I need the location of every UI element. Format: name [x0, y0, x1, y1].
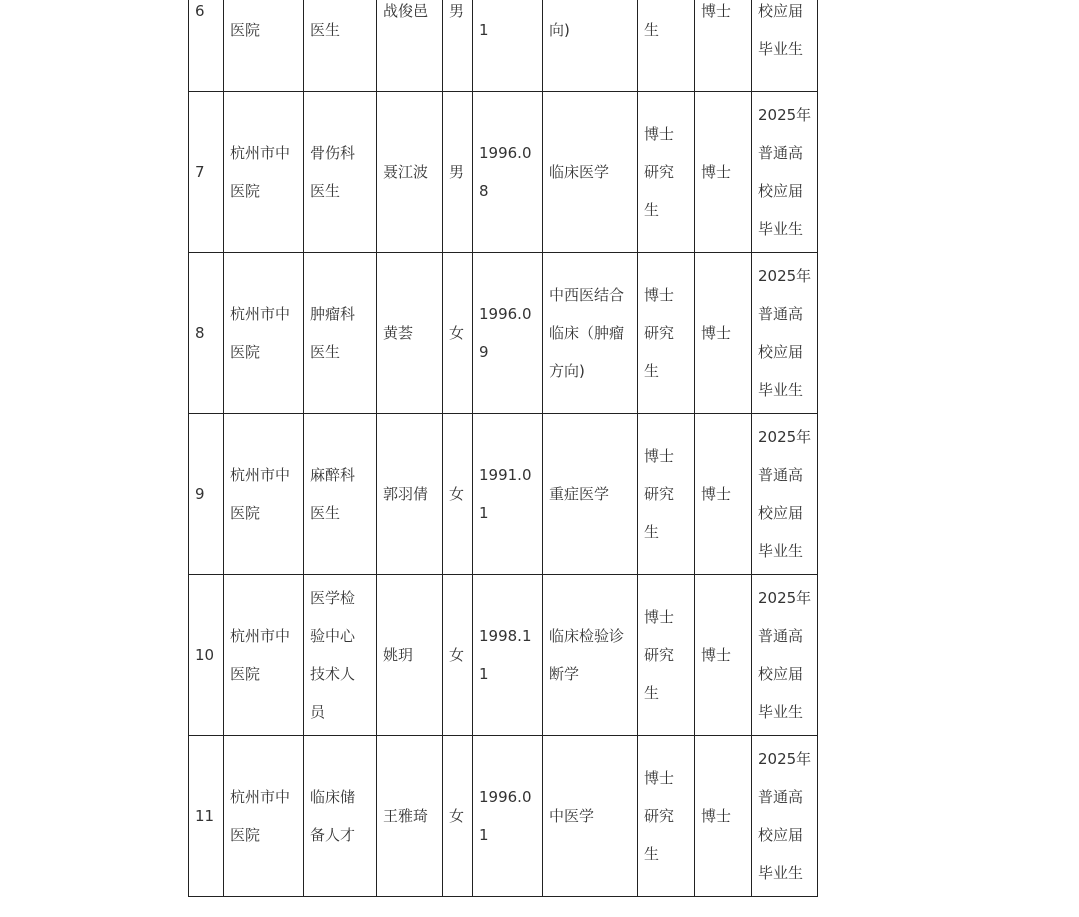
cell-major-line: 向) [549, 21, 570, 39]
cell-position-line: 备人才 [310, 826, 356, 844]
table-row [189, 414, 818, 575]
cell-birth-date: 1996.01 [473, 736, 543, 897]
cell-unit-line: 杭州市中 [230, 466, 291, 484]
table-row [189, 0, 818, 92]
cell-position-line: 员 [310, 703, 326, 721]
cell-remark-line: 2025年 [758, 428, 812, 446]
cell-remark-line: 毕业生 [758, 40, 804, 58]
cell-degree: 博士 [695, 253, 752, 414]
cell-education-line: 研究 [644, 163, 675, 181]
cell-major-line: 中医学 [549, 807, 595, 825]
cell-number: 8 [189, 253, 224, 414]
cell-degree: 博士 [695, 575, 752, 736]
cell-remark-line: 校应届 [758, 504, 804, 522]
cell-position-line: 医生 [310, 504, 341, 522]
cell-major [543, 736, 638, 897]
cell-major-line: 重症医学 [549, 485, 610, 503]
cell-unit-line: 杭州市中 [230, 627, 291, 645]
cell-unit-line: 医院 [230, 665, 261, 683]
cell-remark-line: 2025年 [758, 106, 812, 124]
cell-unit [224, 575, 304, 736]
cell-remark [752, 92, 818, 253]
cell-number: 7 [189, 92, 224, 253]
cell-degree: 博士 [695, 414, 752, 575]
table-row [189, 92, 818, 253]
cell-unit-line: 医院 [230, 504, 261, 522]
cell-education-line: 生 [644, 201, 660, 219]
cell-position-line: 骨伤科 [310, 144, 356, 162]
cell-major-line: 临床（肿瘤 [549, 324, 625, 342]
cell-education [638, 253, 695, 414]
cell-major-line: 临床医学 [549, 163, 610, 181]
cell-remark [752, 575, 818, 736]
cell-gender: 女 [443, 414, 473, 575]
cell-name: 聂江波 [377, 92, 443, 253]
table-row [189, 736, 818, 897]
cell-name: 王雅琦 [377, 736, 443, 897]
cell-education-line: 博士 [644, 769, 675, 787]
cell-education-line: 生 [644, 845, 660, 863]
cell-number: 9 [189, 414, 224, 575]
cell-major [543, 575, 638, 736]
cell-name: 战俊邑 [377, 0, 443, 92]
cell-major [543, 0, 638, 92]
cell-unit-line: 医院 [230, 182, 261, 200]
cell-name: 黄荟 [377, 253, 443, 414]
cell-degree: 博士 [695, 0, 752, 92]
cell-education-line: 生 [644, 362, 660, 380]
cell-major [543, 414, 638, 575]
cell-education [638, 0, 695, 92]
cell-unit [224, 253, 304, 414]
cell-remark-line: 毕业生 [758, 542, 804, 560]
cell-unit-line [230, 0, 297, 11]
table-row [189, 253, 818, 414]
cell-education-line: 生 [644, 21, 660, 39]
cell-gender: 女 [443, 575, 473, 736]
cell-education [638, 92, 695, 253]
cell-degree: 博士 [695, 92, 752, 253]
cell-unit [224, 92, 304, 253]
cell-position [304, 414, 377, 575]
cell-remark-line: 普通高 [758, 144, 804, 162]
cell-remark-line: 普通高 [758, 305, 804, 323]
cell-position-line: 临床储 [310, 788, 356, 806]
cell-education-line [644, 0, 688, 11]
cell-education-line: 生 [644, 523, 660, 541]
cell-position-line: 医生 [310, 21, 341, 39]
cell-remark-line: 毕业生 [758, 864, 804, 882]
recruitment-table [188, 0, 818, 897]
cell-gender: 男 [443, 92, 473, 253]
cell-unit-line: 医院 [230, 21, 261, 39]
cell-remark-line: 校应届 [758, 343, 804, 361]
cell-remark-line: 毕业生 [758, 703, 804, 721]
cell-education-line: 博士 [644, 286, 675, 304]
cell-education-line: 研究 [644, 807, 675, 825]
cell-position [304, 253, 377, 414]
cell-position [304, 92, 377, 253]
cell-education-line: 研究 [644, 646, 675, 664]
cell-gender: 男 [443, 0, 473, 92]
cell-unit [224, 736, 304, 897]
cell-birth-date: 1996.08 [473, 92, 543, 253]
cell-birth-date: 1 [473, 0, 543, 92]
cell-remark [752, 253, 818, 414]
cell-unit-line: 杭州市中 [230, 305, 291, 323]
cell-birth-date: 1991.01 [473, 414, 543, 575]
table-body [189, 0, 818, 897]
cell-birth-date: 1996.09 [473, 253, 543, 414]
cell-number: 6 [189, 0, 224, 92]
cell-remark-line: 普通高 [758, 627, 804, 645]
cell-major [543, 253, 638, 414]
cell-remark-line: 毕业生 [758, 220, 804, 238]
cell-birth-date: 1998.11 [473, 575, 543, 736]
cell-position [304, 0, 377, 92]
cell-number: 11 [189, 736, 224, 897]
cell-unit-line: 医院 [230, 343, 261, 361]
cell-remark [752, 414, 818, 575]
cell-position-line: 医学检 [310, 589, 356, 607]
cell-position [304, 736, 377, 897]
cell-remark-line: 毕业生 [758, 381, 804, 399]
cell-education [638, 414, 695, 575]
cell-unit-line: 杭州市中 [230, 144, 291, 162]
cell-major [543, 92, 638, 253]
cell-position-line: 验中心 [310, 627, 356, 645]
cell-remark [752, 0, 818, 92]
cell-education-line: 研究 [644, 485, 675, 503]
table-row [189, 575, 818, 736]
recruitment-table-container [188, 0, 818, 897]
cell-remark-line: 校应届 [758, 665, 804, 683]
cell-education-line: 博士 [644, 125, 675, 143]
cell-education-line: 博士 [644, 447, 675, 465]
cell-position [304, 575, 377, 736]
cell-position-line: 技术人 [310, 665, 356, 683]
cell-remark-line: 2025年 [758, 750, 812, 768]
cell-remark-line: 校应届 [758, 2, 804, 20]
cell-education-line: 研究 [644, 324, 675, 342]
cell-remark-line: 普通高 [758, 466, 804, 484]
cell-unit-line: 医院 [230, 826, 261, 844]
cell-education [638, 736, 695, 897]
cell-education-line: 博士 [644, 608, 675, 626]
cell-unit [224, 414, 304, 575]
cell-name: 姚玥 [377, 575, 443, 736]
cell-position-line: 医生 [310, 182, 341, 200]
cell-remark-line: 2025年 [758, 267, 812, 285]
cell-position-line [310, 0, 370, 11]
cell-remark-line: 2025年 [758, 589, 812, 607]
cell-major-line [549, 0, 631, 11]
cell-position-line: 肿瘤科 [310, 305, 356, 323]
cell-position-line: 医生 [310, 343, 341, 361]
cell-remark-line: 校应届 [758, 182, 804, 200]
cell-major-line: 临床检验诊 [549, 627, 625, 645]
cell-gender: 女 [443, 253, 473, 414]
cell-unit [224, 0, 304, 92]
cell-major-line: 方向) [549, 362, 585, 380]
cell-name: 郭羽倩 [377, 414, 443, 575]
cell-education [638, 575, 695, 736]
cell-position-line: 麻醉科 [310, 466, 356, 484]
cell-degree: 博士 [695, 736, 752, 897]
cell-remark [752, 736, 818, 897]
cell-remark-line: 校应届 [758, 826, 804, 844]
cell-education-line: 生 [644, 684, 660, 702]
cell-unit-line: 杭州市中 [230, 788, 291, 806]
cell-gender: 女 [443, 736, 473, 897]
cell-number: 10 [189, 575, 224, 736]
cell-major-line: 断学 [549, 665, 580, 683]
cell-major-line: 中西医结合 [549, 286, 625, 304]
cell-remark-line: 普通高 [758, 788, 804, 806]
